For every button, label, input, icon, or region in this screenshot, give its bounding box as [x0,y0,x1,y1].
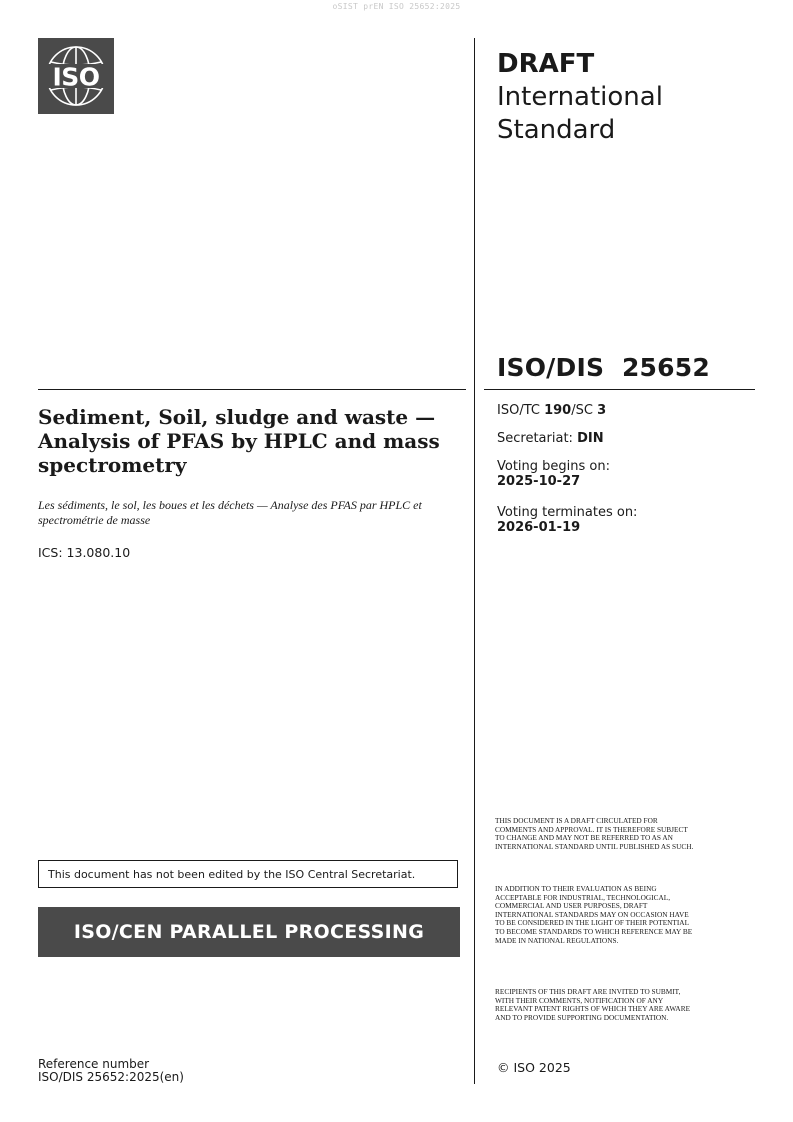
copyright: © ISO 2025 [497,1060,571,1075]
watermark: oSIST prEN ISO 25652:2025 [332,2,461,11]
voting-terminates-label: Voting terminates on: [497,505,638,520]
french-title: Les sédiments, le sol, les boues et les déchets — Analyse des PFAS par HPLC et spectrométrie de masse [38,498,422,527]
horizontal-divider-left [38,389,466,390]
voting-terminates [497,505,637,535]
secretariat: Secretariat: DIN [497,431,604,446]
document-type [497,48,663,147]
iso-logo-icon [38,38,114,114]
document-title: Sediment, Soil, sludge and waste — Analysis of PFAS by HPLC and mass spectrometry [38,405,440,477]
doc-type-line1: DRAFT [497,49,595,79]
iso-globe-icon [38,38,114,114]
voting-begins-date: 2025-10-27 [497,474,581,489]
reference-number-value: ISO/DIS 25652:2025(en) [38,1070,184,1084]
committee: ISO/TC 190/SC 3 [497,403,607,418]
reference-number [38,1058,184,1084]
voting-begins [497,459,610,489]
reference-number-label: Reference number [38,1057,150,1071]
editing-notice: This document has not been edited by the ISO Central Secretariat. [38,860,458,888]
voting-begins-label: Voting begins on: [497,459,611,474]
disclaimer-paragraph-2: IN ADDITION TO THEIR EVALUATION AS BEING ACCEPTABLE FOR INDUSTRIAL, TECHNOLOGICAL, COMMERCIAL AND USER PURPOSES, DRAFT INTERNATIONAL STANDARDS MAY ON OCCASION HAVE TO BE CONSIDERED IN THE LIGHT OF THEIR POTENTIAL TO BECOME STANDARDS TO WHICH REFERENCE MAY BE MADE IN NATIONAL REGULATIONS. [495,884,693,945]
doc-type-line2: International [497,82,663,112]
svg-text:ISO: ISO [52,62,100,92]
disclaimer-paragraph-1: THIS DOCUMENT IS A DRAFT CIRCULATED FOR COMMENTS AND APPROVAL. IT IS THEREFORE SUBJECT TO CHANGE AND MAY NOT BE REFERRED TO AS AN INTERNATIONAL STANDARD UNTIL PUBLISHED AS SUCH. [495,816,694,851]
parallel-processing-banner: ISO/CEN PARALLEL PROCESSING [38,907,460,957]
doc-type-line3: Standard [497,115,616,145]
disclaimer-paragraph-3: RECIPIENTS OF THIS DRAFT ARE INVITED TO SUBMIT, WITH THEIR COMMENTS, NOTIFICATION OF ANY RELEVANT PATENT RIGHTS OF WHICH THEY ARE AWARE AND TO PROVIDE SUPPORTING DOCUMENTATION. [495,987,691,1022]
document-reference: ISO/DIS 25652 [497,353,710,382]
voting-terminates-date: 2026-01-19 [497,520,581,535]
ics-code: ICS: 13.080.10 [38,545,131,560]
vertical-divider [474,38,475,1084]
horizontal-divider-right [484,389,755,390]
